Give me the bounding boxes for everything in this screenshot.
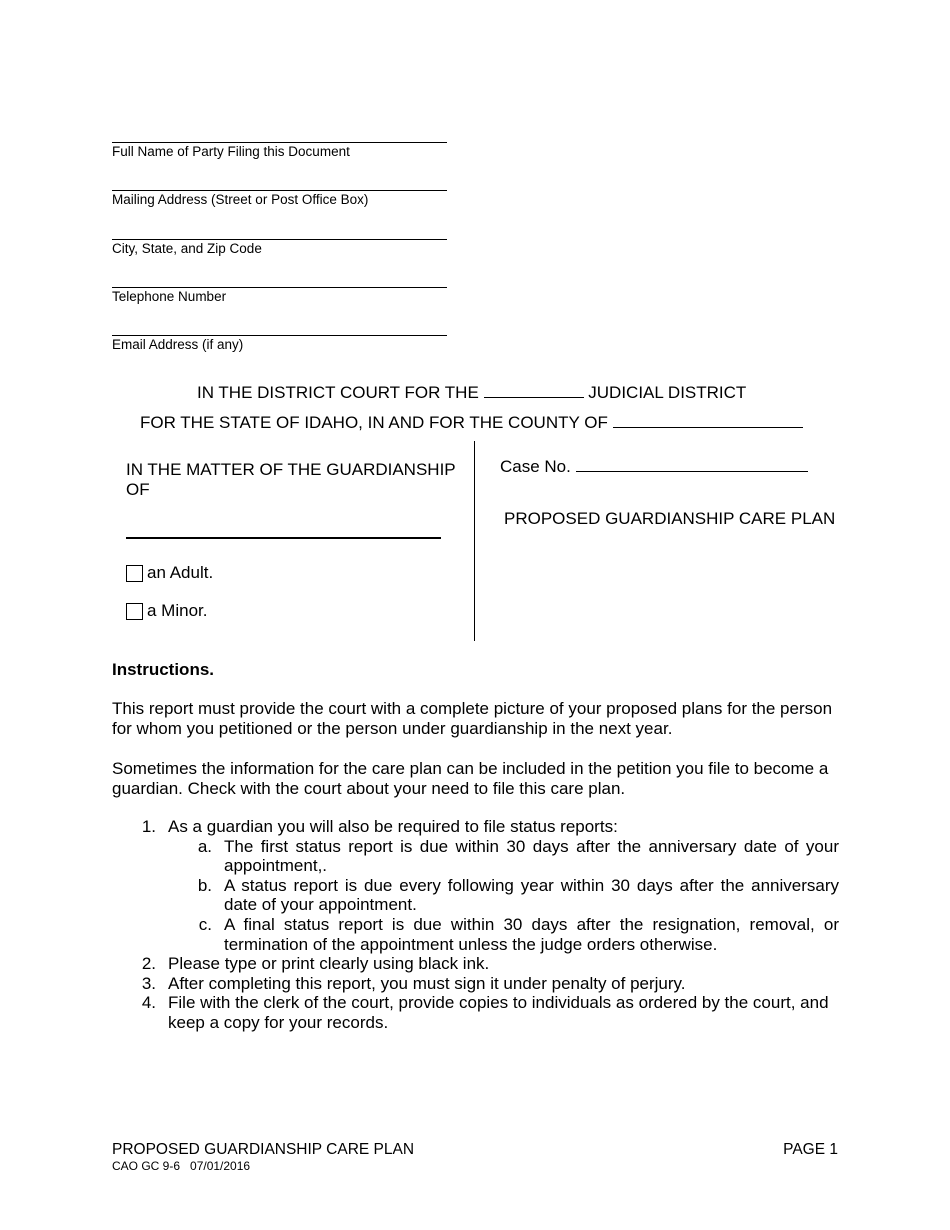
footer-page-number: PAGE 1 bbox=[783, 1141, 838, 1158]
party-name-line[interactable] bbox=[112, 142, 447, 143]
list-item-text: Please type or print clearly using black ink. bbox=[168, 954, 490, 974]
sub-list-item bbox=[168, 876, 839, 915]
court-heading-suffix: JUDICIAL DISTRICT bbox=[588, 383, 747, 402]
sub-list-item-letter: a. bbox=[197, 836, 212, 856]
list-item bbox=[112, 974, 839, 994]
minor-option-label: a Minor. bbox=[147, 601, 208, 620]
adult-checkbox[interactable] bbox=[126, 565, 143, 582]
list-item-number: 1. bbox=[141, 817, 156, 836]
minor-checkbox[interactable] bbox=[126, 603, 143, 620]
adult-option-label: an Adult. bbox=[147, 563, 214, 582]
court-heading-prefix: IN THE DISTRICT COURT FOR THE bbox=[197, 383, 479, 402]
list-item-number: 3. bbox=[141, 973, 156, 993]
list-item-number: 4. bbox=[141, 993, 156, 1013]
mailing-address-line[interactable] bbox=[112, 190, 447, 191]
instructions-heading: Instructions. bbox=[112, 660, 215, 679]
city-state-zip-line[interactable] bbox=[112, 239, 447, 240]
sub-list-item-letter: c. bbox=[198, 914, 212, 934]
telephone-label: Telephone Number bbox=[112, 289, 227, 304]
instructions-list bbox=[112, 817, 839, 1033]
list-item bbox=[112, 817, 839, 837]
court-heading-line-1 bbox=[197, 383, 746, 403]
sub-list-item bbox=[168, 837, 839, 876]
sub-list-item-text: A final status report is due within 30 days after the resignation, removal, or termination of the appointment unless the judge orders otherwise. bbox=[224, 914, 839, 954]
case-number-label: Case No. bbox=[500, 457, 571, 476]
telephone-line[interactable] bbox=[112, 287, 447, 288]
party-name-label: Full Name of Party Filing this Document bbox=[112, 144, 350, 159]
instructions-paragraph-2: Sometimes the information for the care plan can be included in the petition you file to become a guardian. Check with the court about your need to file this care plan. bbox=[112, 759, 829, 798]
document-title: PROPOSED GUARDIANSHIP CARE PLAN bbox=[504, 509, 836, 528]
matter-caption: IN THE MATTER OF THE GUARDIANSHIP OF bbox=[126, 460, 456, 499]
case-number-blank[interactable] bbox=[576, 458, 808, 472]
judicial-district-blank[interactable] bbox=[484, 384, 584, 398]
caption-divider bbox=[474, 441, 475, 641]
list-item-text: After completing this report, you must sign it under penalty of perjury. bbox=[168, 973, 686, 993]
case-number-row bbox=[500, 457, 808, 477]
sub-list-item bbox=[168, 915, 839, 954]
mailing-address-label: Mailing Address (Street or Post Office Box) bbox=[112, 192, 369, 207]
email-line[interactable] bbox=[112, 335, 447, 336]
minor-option[interactable] bbox=[126, 601, 207, 621]
adult-option[interactable] bbox=[126, 563, 213, 583]
list-item-number: 2. bbox=[141, 954, 156, 974]
ward-name-line[interactable] bbox=[126, 537, 441, 539]
email-label: Email Address (if any) bbox=[112, 337, 244, 352]
sub-list-item-text: A status report is due every following year within 30 days after the anniversary date of your appointment. bbox=[224, 875, 839, 915]
footer-title: PROPOSED GUARDIANSHIP CARE PLAN bbox=[112, 1141, 415, 1158]
list-item bbox=[112, 993, 839, 1032]
sub-list-item-letter: b. bbox=[197, 875, 212, 895]
list-item bbox=[112, 954, 839, 974]
city-state-zip-label: City, State, and Zip Code bbox=[112, 241, 262, 256]
footer-form-code: CAO GC 9-6 07/01/2016 bbox=[112, 1159, 251, 1173]
county-blank[interactable] bbox=[613, 414, 803, 428]
instructions-paragraph-1: This report must provide the court with a complete picture of your proposed plans for the person for whom you petitioned or the person under guardianship in the next year. bbox=[112, 699, 833, 738]
court-heading-line-2 bbox=[140, 413, 803, 433]
sub-list-item-text: The first status report is due within 30 days after the anniversary date of your appointment,. bbox=[224, 836, 839, 876]
county-heading-text: FOR THE STATE OF IDAHO, IN AND FOR THE COUNTY OF bbox=[140, 413, 608, 432]
list-item-text: As a guardian you will also be required to file status reports: bbox=[168, 817, 618, 836]
list-item-text: File with the clerk of the court, provide copies to individuals as ordered by the court, and keep a copy for your records. bbox=[168, 993, 829, 1032]
